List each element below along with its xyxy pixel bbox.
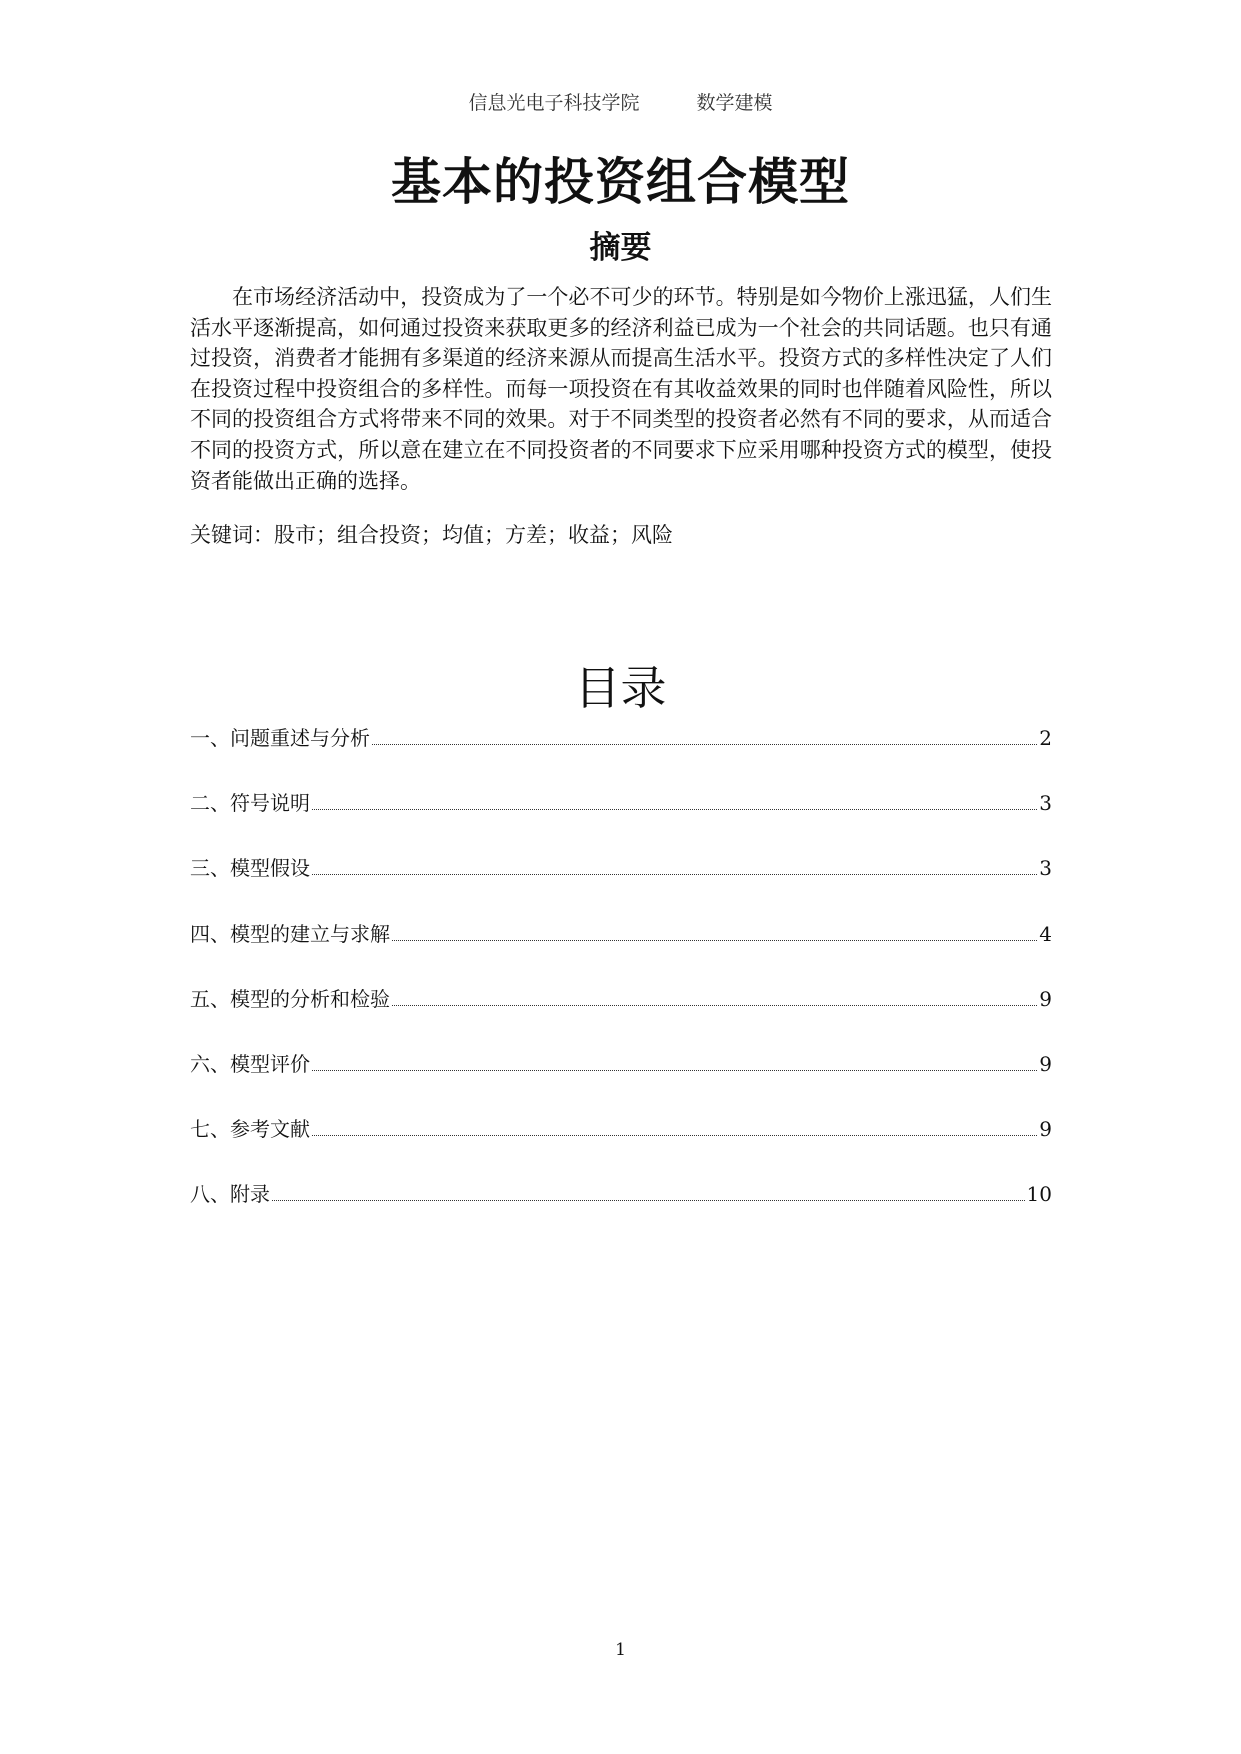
toc-entry-label: 三、模型假设 xyxy=(190,856,310,881)
toc-entry-page: 3 xyxy=(1039,791,1052,816)
abstract-heading: 摘要 xyxy=(589,230,652,266)
keywords-line: 关键词：股市；组合投资；均值；方差；收益；风险 xyxy=(190,523,673,547)
toc-entry[interactable] xyxy=(190,723,1052,788)
toc-leader-dots xyxy=(312,1069,1037,1071)
toc-entry-page: 4 xyxy=(1039,921,1052,946)
toc-entry[interactable] xyxy=(190,919,1052,984)
toc-leader-dots xyxy=(312,808,1037,810)
toc-entry[interactable] xyxy=(190,1114,1052,1179)
toc-leader-dots xyxy=(392,939,1037,941)
page-header: 信息光电子科技学院 数学建模 xyxy=(468,92,773,114)
document-title: 基本的投资组合模型 xyxy=(391,152,850,211)
toc-entry[interactable] xyxy=(190,984,1052,1049)
toc-entry[interactable] xyxy=(190,853,1052,918)
toc-entry-label: 五、模型的分析和检验 xyxy=(190,986,390,1011)
toc-leader-dots xyxy=(272,1199,1025,1201)
toc-entry-page: 3 xyxy=(1039,856,1052,881)
toc-leader-dots xyxy=(392,1004,1037,1006)
toc-entry-page: 9 xyxy=(1039,986,1052,1011)
toc-entry-page: 9 xyxy=(1039,1117,1052,1142)
toc-entry-label: 四、模型的建立与求解 xyxy=(190,921,390,946)
toc-entry-label: 一、问题重述与分析 xyxy=(190,726,370,750)
page-number: 1 xyxy=(615,1640,626,1660)
toc-entry-label: 八、附录 xyxy=(190,1182,270,1207)
toc-entry[interactable] xyxy=(190,1049,1052,1114)
toc-leader-dots xyxy=(372,743,1037,745)
toc-leader-dots xyxy=(312,873,1037,875)
toc-entry-page: 2 xyxy=(1039,726,1052,750)
toc-entry-page: 10 xyxy=(1026,1182,1052,1207)
toc-entry[interactable] xyxy=(190,1179,1052,1244)
toc-entry-label: 二、符号说明 xyxy=(190,791,310,816)
table-of-contents xyxy=(190,723,1052,1245)
toc-entry-page: 9 xyxy=(1039,1051,1052,1076)
toc-entry-label: 七、参考文献 xyxy=(190,1117,310,1142)
toc-heading: 目录 xyxy=(574,661,667,715)
toc-leader-dots xyxy=(312,1134,1037,1136)
abstract-body: 在市场经济活动中，投资成为了一个必不可少的环节。特别是如今物价上涨迅猛，人们生活水平逐渐提高，如何通过投资来获取更多的经济利益已成为一个社会的共同话题。也只有通过投资，消费者才能拥有多渠道的经济来源从而提高生活水平。投资方式的多样性决定了人们在投资过程中投资组合的多样性。而每一项投资在有其收益效果的同时也伴随着风险性，所以不同的投资组合方式将带来不同的效果。对于不同类型的投资者必然有不同的要求，从而适合不同的投资方式，所以意在建立在不同投资者的不同要求下应采用哪种投资方式的模型，使投资者能做出正确的选择。 xyxy=(190,285,1052,493)
toc-entry-label: 六、模型评价 xyxy=(190,1051,310,1076)
toc-entry[interactable] xyxy=(190,788,1052,853)
